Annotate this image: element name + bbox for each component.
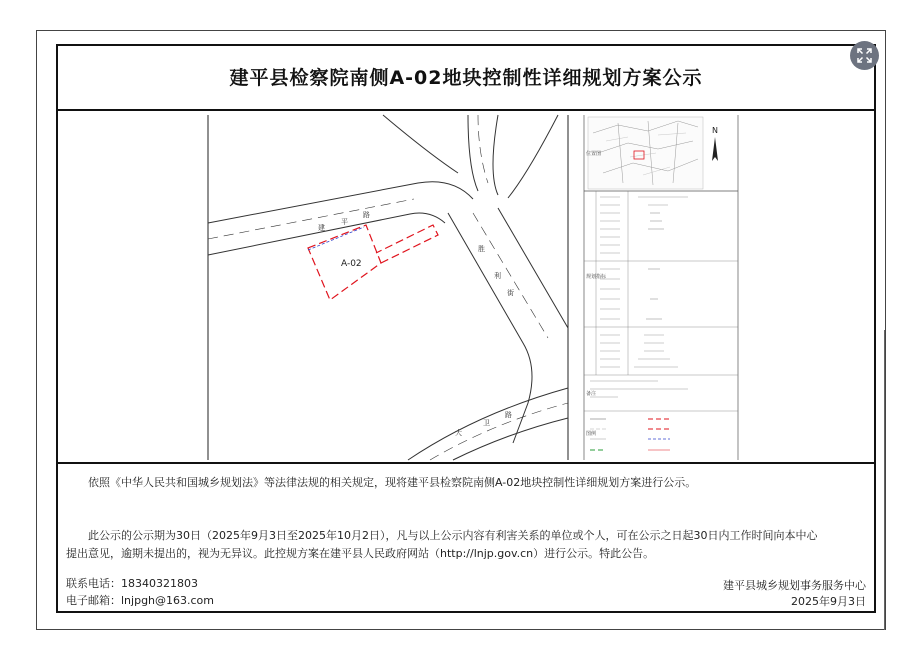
indicator-rows (600, 197, 688, 367)
location-inset (588, 117, 703, 189)
sidebar-label-legend: 图例 (586, 431, 597, 437)
notes-lines (590, 381, 688, 397)
parcel-a02 (308, 225, 438, 300)
contact-phone: 联系电话：18340321803 (66, 577, 198, 590)
signature-org: 建平县城乡规划事务服务中心 (723, 579, 866, 592)
road-label-1: 建 (318, 224, 325, 232)
road-label-3: 路 (363, 211, 370, 219)
parcel-label: A-02 (341, 259, 362, 269)
expand-button[interactable] (850, 41, 879, 70)
page-edge-line (884, 330, 885, 630)
road-label-9: 路 (505, 411, 512, 419)
planning-map (58, 113, 874, 462)
north-arrow (712, 126, 718, 161)
sidebar-label-notes: 备注 (586, 391, 597, 397)
planning-map-drawing (58, 113, 874, 462)
indicator-table (584, 191, 738, 411)
intro-paragraph: 依照《中华人民共和国城乡规划法》等法律法规的相关规定，现将建平县检察院南侧A-02地块控制性详细规划方案进行公示。 (88, 476, 697, 489)
north-label: N (712, 126, 718, 135)
period-paragraph: 此公示的公示期为30日（2025年9月3日至2025年10月2日），凡与以上公示内容有利害关系的单位或个人，可在公示之日起30日内工作时间向本中心 (88, 529, 818, 542)
road-label-4: 胜 (478, 245, 485, 253)
title-bar (56, 44, 876, 111)
signature-date: 2025年9月3日 (791, 595, 866, 608)
road-label-5: 利 (494, 272, 501, 280)
expand-icon (857, 48, 872, 63)
road-label-2: 平 (341, 218, 348, 226)
page-title: 建平县检察院南侧A-02地块控制性详细规划方案公示 (229, 67, 703, 89)
map-legend (590, 419, 670, 450)
road-label-8: 卫 (483, 419, 490, 427)
sidebar-label-location: 位置图 (586, 151, 602, 157)
road-label-6: 街 (507, 289, 514, 297)
contact-email: 电子邮箱：lnjpgh@163.com (66, 594, 215, 607)
road-label-7: 大 (455, 429, 462, 437)
road-north-curves (383, 115, 558, 198)
period-paragraph-cont: 提出意见，逾期未提出的，视为无异议。此控规方案在建平县人民政府网站（http://lnjp.gov.cn）进行公示。特此公告。 (66, 547, 655, 560)
map-divider (56, 462, 876, 464)
sidebar-label-indicators: 规划指标 (586, 274, 607, 280)
